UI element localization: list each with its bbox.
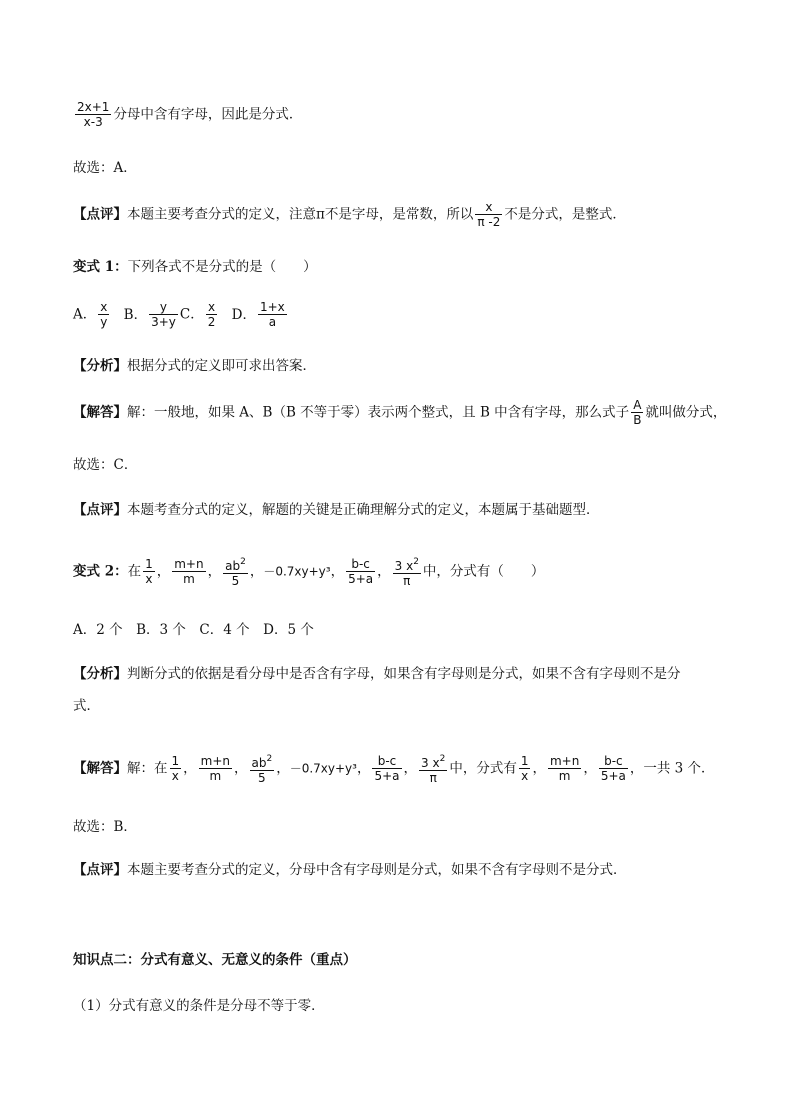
fraction: $\frac{m+n}{m}$ bbox=[174, 557, 204, 586]
fraction: $\frac{x}{2}$ bbox=[207, 300, 216, 329]
variant2-options: A．2 个 B．3 个 C．4 个 D．5 个 bbox=[73, 622, 314, 638]
variant2-analysis-cont: 式． bbox=[73, 698, 100, 714]
fraction: $\frac{2x+1}{x-3}$ bbox=[77, 100, 110, 129]
variant2-analysis: 【分析】判断分式的依据是看分母中是否含有字母，如果含有字母则是分式，如果不含有字母则不是分 bbox=[73, 666, 681, 682]
variant1-options: A． $\frac{x}{y}$ B． $\frac{y}{3+y}$ C． $\frac{x}{2}$ D． $\frac{1+x}{a}$ bbox=[73, 300, 285, 329]
section-point-1: （1）分式有意义的条件是分母不等于零． bbox=[73, 998, 325, 1014]
variant-title: 变式 1： bbox=[73, 259, 128, 275]
fraction: $\frac{A}{B}$ bbox=[633, 398, 642, 427]
fraction: $\frac{m+n}{m}$ bbox=[549, 754, 580, 783]
fraction: $\frac{3 x^2}{\pi}$ bbox=[394, 557, 419, 588]
comment-tag: 【点评】 bbox=[73, 206, 127, 223]
fraction: $\frac{1}{x}$ bbox=[520, 754, 529, 783]
fraction: $\frac{x}{\pi -2}$ bbox=[477, 200, 501, 229]
fraction: $\frac{x}{y}$ bbox=[100, 300, 108, 329]
fraction: $\frac{b-c}{5+a}$ bbox=[374, 754, 400, 783]
fraction: $\frac{3 x^2}{\pi}$ bbox=[421, 754, 446, 785]
line-conclusion: $\frac{2x+1}{x-3}$ 分母中含有字母，因此是分式． bbox=[77, 100, 303, 129]
answer-line: 故选：A． bbox=[73, 160, 137, 176]
fraction: $\frac{b-c}{5+a}$ bbox=[348, 557, 374, 586]
variant1-solution: 【解答】解：一般地，如果 A、B（B 不等于零）表示两个整式，且 B 中含有字母，那么式子 $\frac{A}{B}$ 就叫做分式， bbox=[73, 398, 727, 427]
fraction: $\frac{1+x}{a}$ bbox=[259, 300, 285, 329]
answer-line: 故选：C． bbox=[73, 457, 138, 473]
comment-line: 【点评】本题主要考查分式的定义，注意π不是字母，是常数，所以 $\frac{x}{\pi -2}$ 不是分式，是整式． bbox=[73, 200, 626, 229]
section-heading: 知识点二：分式有意义、无意义的条件（重点） bbox=[73, 952, 357, 968]
variant1-analysis: 【分析】根据分式的定义即可求出答案． bbox=[73, 358, 316, 374]
fraction: $\frac{m+n}{m}$ bbox=[200, 754, 230, 783]
variant1-question: 变式 1：下列各式不是分式的是（ ） bbox=[73, 259, 317, 275]
fraction: $\frac{1}{x}$ bbox=[171, 754, 180, 783]
fraction: $\frac{ab^2}{5}$ bbox=[251, 754, 273, 785]
answer-line: 故选：B． bbox=[73, 819, 137, 835]
fraction: $\frac{y}{3+y}$ bbox=[151, 300, 176, 329]
variant2-solution: 【解答】解：在 $\frac{1}{x}$ ， $\frac{m+n}{m}$ ， $\frac{ab^2}{5}$ ，－0.7xy+y³， $\frac{b-c}{5+a}$ ， $\frac{3 x^2}{\pi}$ 中，分式有 $\frac{1}{x}$ ， $\frac{m+n}{m}$ ， $\frac{b-c}{5+a}$ ，一共 3 个． bbox=[73, 754, 715, 785]
variant1-comment: 【点评】本题考查分式的定义，解题的关键是正确理解分式的定义，本题属于基础题型． bbox=[73, 502, 600, 518]
variant2-comment: 【点评】本题主要考查分式的定义，分母中含有字母则是分式，如果不含有字母则不是分式． bbox=[73, 862, 627, 878]
fraction: $\frac{ab^2}{5}$ bbox=[225, 557, 246, 588]
variant-title: 变式 2： bbox=[73, 563, 128, 580]
variant2-question: 变式 2：在 $\frac{1}{x}$ ， $\frac{m+n}{m}$ ， $\frac{ab^2}{5}$ ，－0.7xy+y³， $\frac{b-c}{5+a}$ ， $\frac{3 x^2}{\pi}$ 中，分式有（ ） bbox=[73, 557, 545, 588]
fraction: $\frac{b-c}{5+a}$ bbox=[600, 754, 626, 783]
fraction: $\frac{1}{x}$ bbox=[145, 557, 153, 586]
